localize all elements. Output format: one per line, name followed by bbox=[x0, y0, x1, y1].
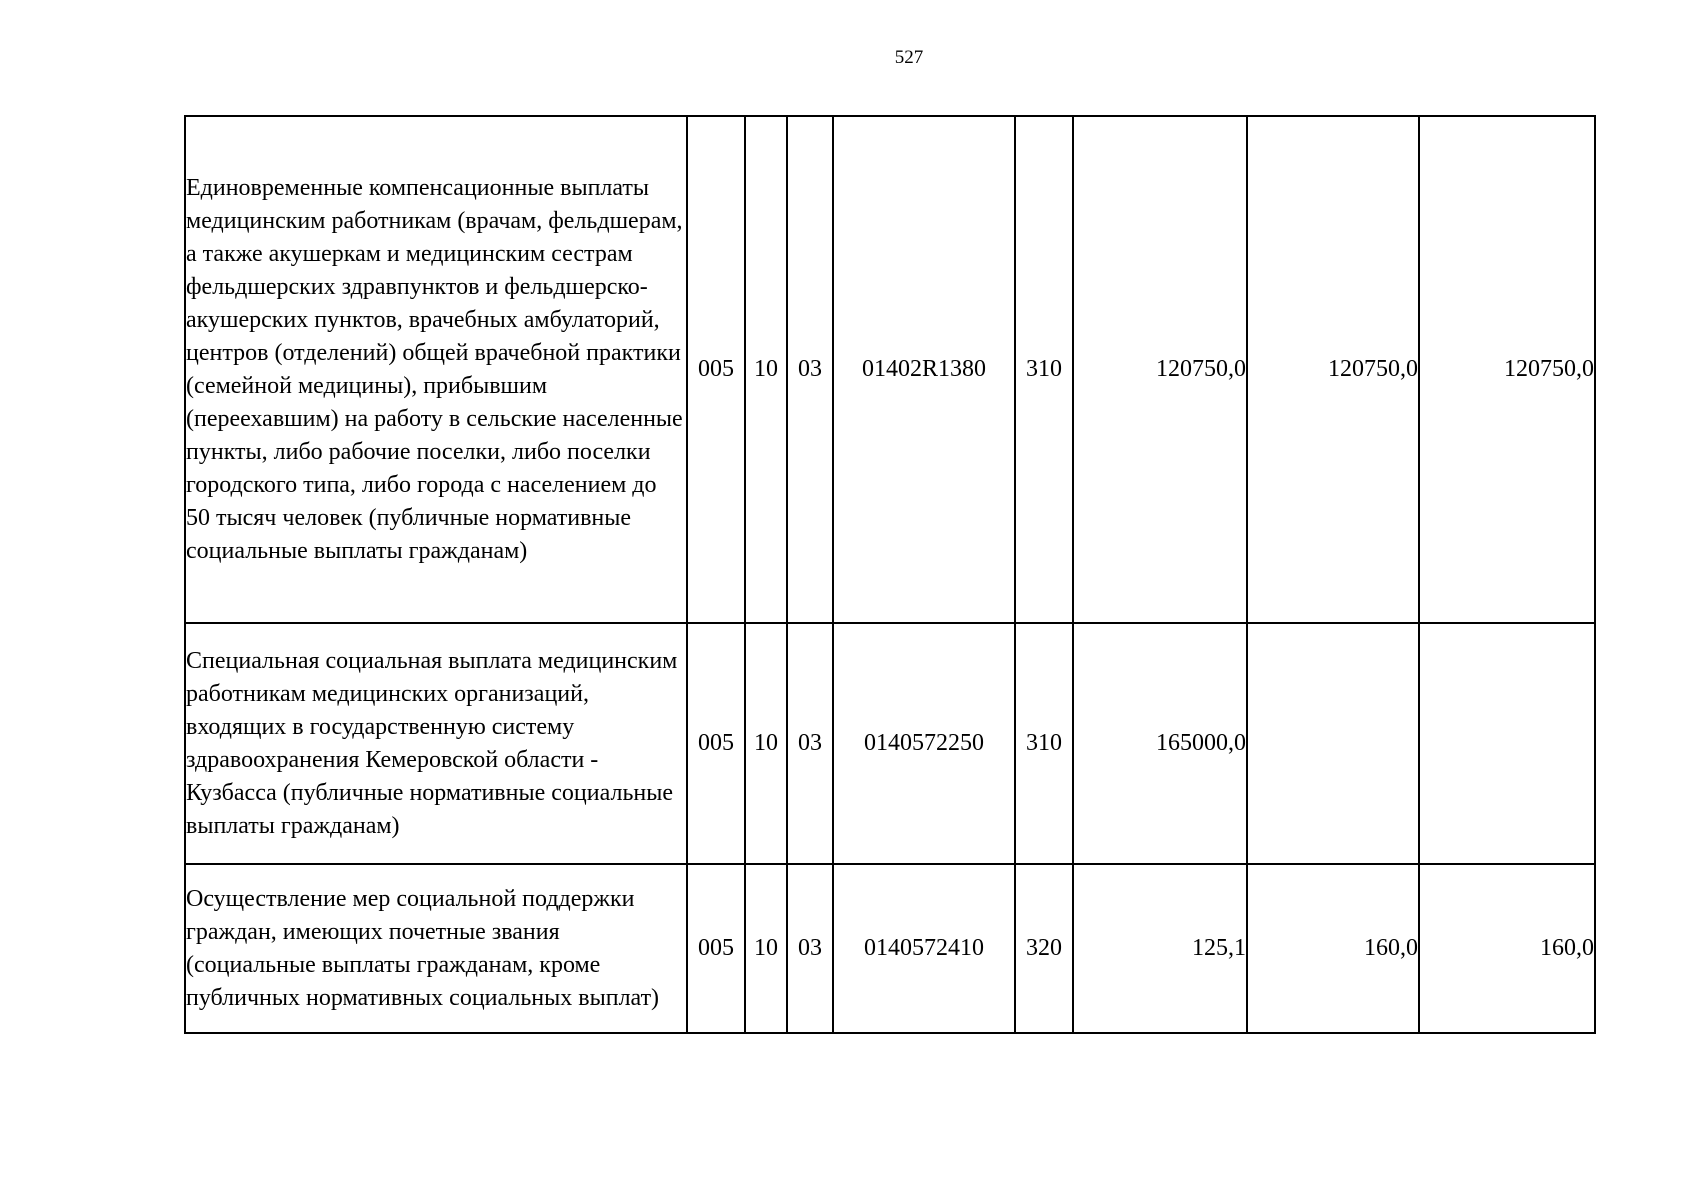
ministry-code: 005 bbox=[687, 864, 745, 1033]
target-article-code: 01402R1380 bbox=[833, 116, 1015, 623]
amount-year-2: 120750,0 bbox=[1247, 116, 1419, 623]
subsection-code: 03 bbox=[787, 116, 833, 623]
amount-year-1: 165000,0 bbox=[1073, 623, 1247, 864]
subsection-code: 03 bbox=[787, 623, 833, 864]
budget-table bbox=[184, 115, 1596, 1034]
amount-year-2: 160,0 bbox=[1247, 864, 1419, 1033]
expense-type-code: 310 bbox=[1015, 116, 1073, 623]
section-code: 10 bbox=[745, 623, 787, 864]
table-row bbox=[185, 623, 1595, 864]
amount-year-3: 120750,0 bbox=[1419, 116, 1595, 623]
target-article-code: 0140572250 bbox=[833, 623, 1015, 864]
expense-type-code: 310 bbox=[1015, 623, 1073, 864]
table-row bbox=[185, 116, 1595, 623]
expense-type-code: 320 bbox=[1015, 864, 1073, 1033]
amount-year-1: 125,1 bbox=[1073, 864, 1247, 1033]
target-article-code: 0140572410 bbox=[833, 864, 1015, 1033]
amount-year-1: 120750,0 bbox=[1073, 116, 1247, 623]
page-number: 527 bbox=[894, 47, 924, 68]
section-code: 10 bbox=[745, 864, 787, 1033]
amount-year-2 bbox=[1247, 623, 1419, 864]
row-name: Единовременные компенсационные выплаты медицинским работникам (врачам, фельдшерам, а также акушеркам и медицинским сестрам фельдшерских здравпунктов и фельдшерско-акушерских пунктов, врачебных амбулаторий, центров (отделений) общей врачебной практики (семейной медицины), прибывшим (переехавшим) на работу в сельские населенные пункты, либо рабочие поселки, либо поселки городского типа, либо города с населением до 50 тысяч человек (публичные нормативные социальные выплаты гражданам) bbox=[185, 116, 687, 623]
ministry-code: 005 bbox=[687, 116, 745, 623]
amount-year-3 bbox=[1419, 623, 1595, 864]
ministry-code: 005 bbox=[687, 623, 745, 864]
amount-year-3: 160,0 bbox=[1419, 864, 1595, 1033]
table-row bbox=[185, 864, 1595, 1033]
subsection-code: 03 bbox=[787, 864, 833, 1033]
row-name: Специальная социальная выплата медицинским работникам медицинских организаций, входящих в государственную систему здравоохранения Кемеровской области - Кузбасса (публичные нормативные социальные выплаты гражданам) bbox=[185, 623, 687, 864]
row-name: Осуществление мер социальной поддержки граждан, имеющих почетные звания (социальные выплаты гражданам, кроме публичных нормативных социальных выплат) bbox=[185, 864, 687, 1033]
section-code: 10 bbox=[745, 116, 787, 623]
